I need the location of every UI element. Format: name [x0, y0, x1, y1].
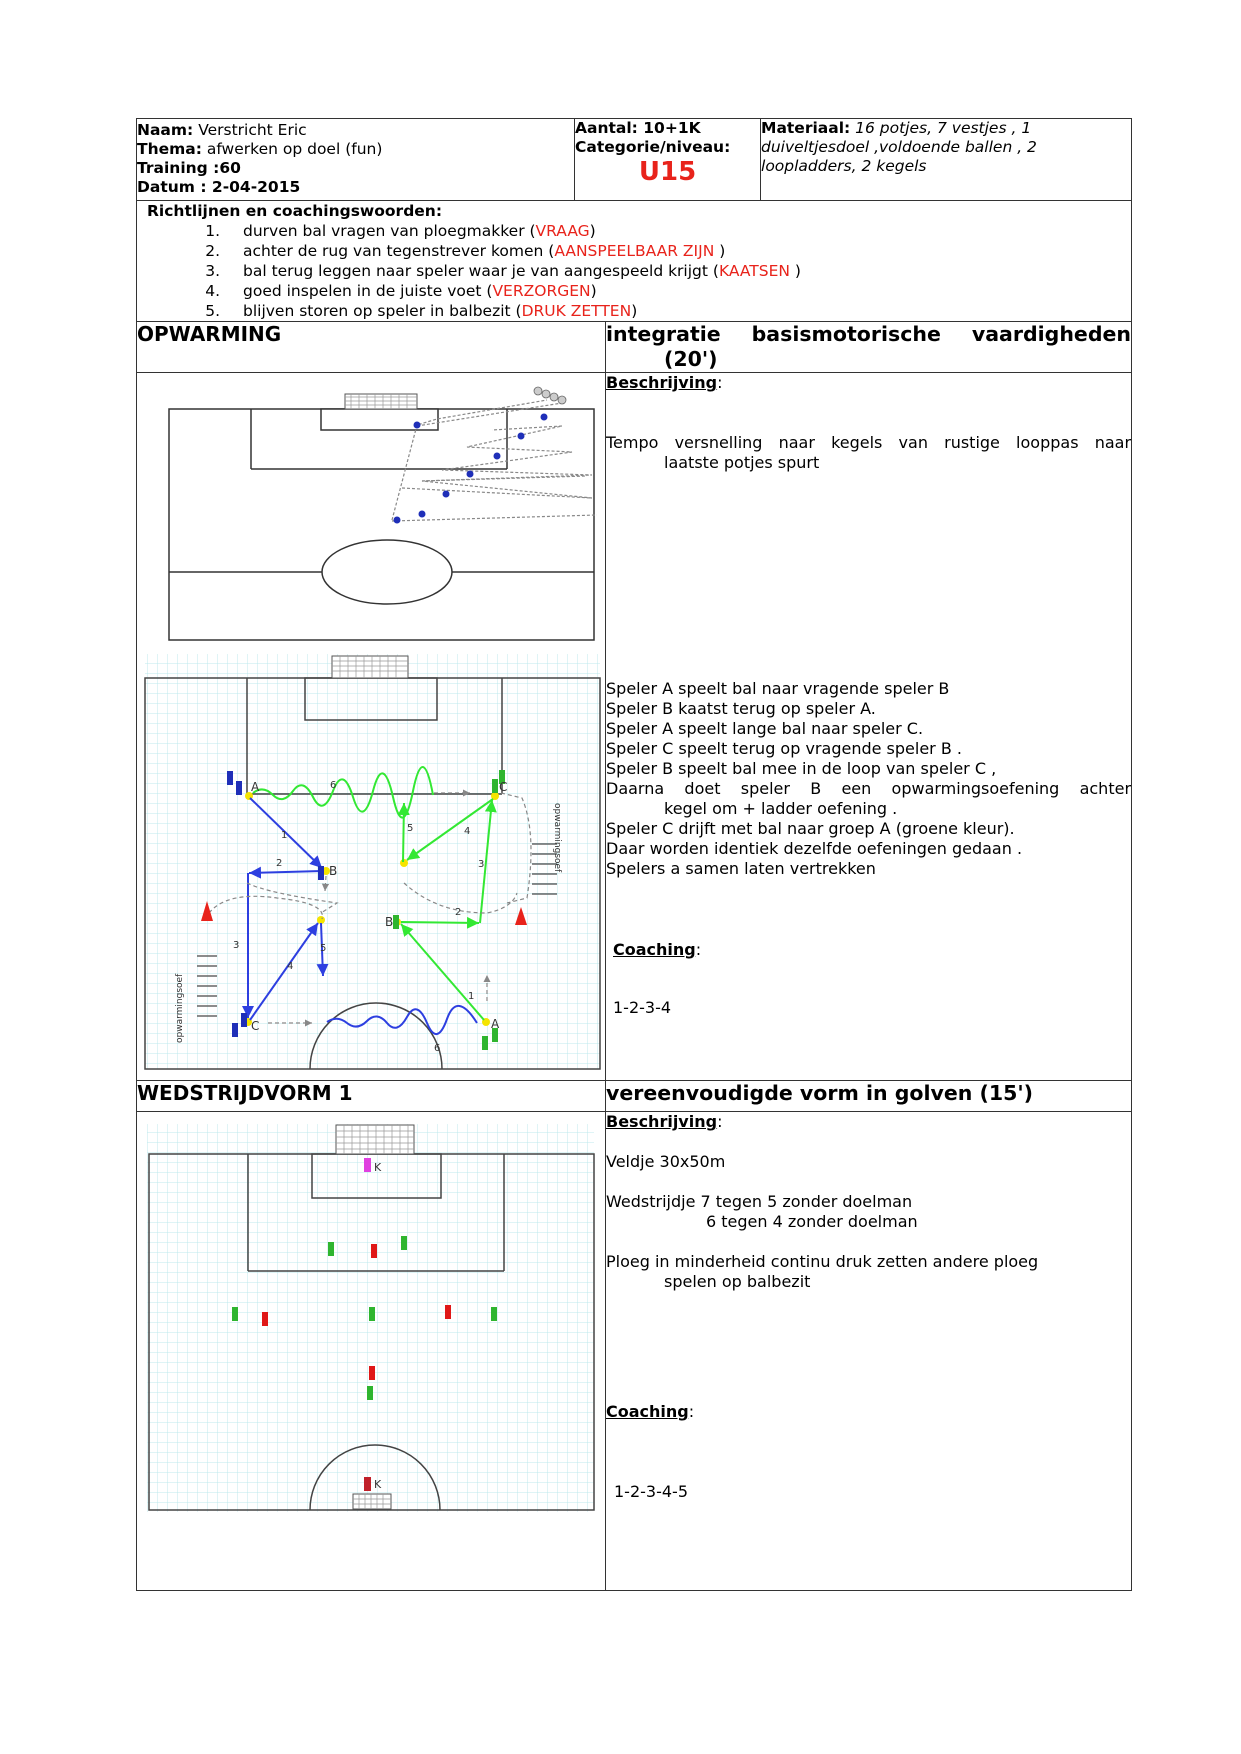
label-c: C	[251, 1019, 260, 1033]
beschrijving-label: Beschrijving	[606, 1112, 718, 1131]
label-a: A	[251, 780, 260, 794]
warmup-passing-field	[145, 654, 600, 1069]
guideline-item: 3. bal terug leggen naar speler waar je van aangespeeld krijgt (KAATSEN )	[225, 261, 1121, 281]
svg-text:3: 3	[478, 859, 485, 870]
thema-value: afwerken op doel (fun)	[206, 140, 383, 158]
coaching-label: Coaching	[606, 1402, 689, 1421]
label-c-green: C	[499, 780, 508, 794]
section2-diagram-cell	[137, 1112, 606, 1591]
section1-content-row	[137, 373, 1132, 1081]
guideline-keyword: AANSPEELBAAR ZIJN	[554, 242, 715, 260]
section1-subtitle: integratie basismotorische vaardigheden (20')	[606, 322, 1132, 371]
training-label: Training :60	[137, 159, 241, 177]
side-label-right: opwarmingsoef	[552, 803, 562, 873]
guideline-keyword: VERZORGEN	[492, 282, 591, 300]
materiaal-label: Materiaal:	[761, 119, 851, 137]
match-diagram	[137, 1112, 603, 1512]
guideline-item: 5. blijven storen op speler in balbezit (DRUK ZETTEN)	[225, 301, 1121, 321]
naam-value: Verstricht Eric	[198, 121, 307, 139]
guideline-keyword: KAATSEN	[718, 262, 790, 280]
section2-description-cell: Beschrijving: Veldje 30x50m Wedstrijdje 7 tegen 5 zonder doelman 6 tegen 4 zonder doelman Ploeg in minderheid continu druk zetten andere ploeg spelen op balbezit Coaching: 1-2-3-4-5	[606, 1112, 1132, 1591]
section2-content-row	[137, 1112, 1132, 1591]
section1-header-row	[137, 322, 1132, 373]
datum-label: Datum : 2-04-2015	[137, 178, 301, 196]
beschrijving-label: Beschrijving	[606, 373, 718, 392]
svg-text:3: 3	[233, 940, 240, 951]
svg-text:6: 6	[330, 780, 337, 791]
svg-text:2: 2	[455, 907, 462, 918]
guideline-item: 4. goed inspelen in de juiste voet (VERZORGEN)	[225, 281, 1121, 301]
svg-text:4: 4	[287, 961, 294, 972]
training-table	[136, 118, 1132, 1591]
svg-text:1: 1	[281, 830, 288, 841]
side-label-left: opwarmingsoef	[175, 973, 185, 1043]
header-group-cell	[575, 119, 761, 201]
svg-text:5: 5	[407, 823, 414, 834]
materiaal-value: 16 potjes, 7 vestjes , 1 duiveltjesdoel ,voldoende ballen , 2 loopladders, 2 kegels	[761, 119, 1037, 175]
guideline-keyword: VRAAG	[535, 222, 590, 240]
svg-text:1: 1	[468, 991, 475, 1002]
section2-header-row	[137, 1081, 1132, 1112]
coaching-value: 1-2-3-4-5	[614, 1482, 688, 1501]
thema-label: Thema:	[137, 140, 202, 158]
label-a-green: A	[491, 1017, 500, 1031]
section2-title: WEDSTRIJDVORM 1	[137, 1081, 606, 1112]
training-sheet	[136, 118, 1131, 1591]
svg-text:6: 6	[434, 1043, 441, 1054]
guidelines-list	[147, 221, 1121, 321]
guideline-keyword: DRUK ZETTEN	[521, 302, 632, 320]
svg-text:4: 4	[464, 826, 471, 837]
match-text: Wedstrijdje 7 tegen 5 zonder doelman	[606, 1192, 913, 1211]
niveau-value: U15	[638, 157, 697, 187]
section1-diagram-cell	[137, 373, 606, 1081]
intro-text: Tempo versnelling naar kegels van rustige looppas naar	[606, 433, 1132, 452]
label-b-green: B	[385, 915, 394, 929]
section1-title: OPWARMING	[137, 322, 606, 373]
section1-description-cell: Beschrijving: Tempo versnelling naar kegels van rustige looppas naar laatste potjes spurt Speler A speelt bal naar vragende speler B Speler B kaatst terug op speler A. Speler A speelt lange bal naar speler C. Speler C speelt terug op vragende speler B . Speler B speelt bal mee in de loop van speler C , Daarna doet speler B een opwarmingsoefening achter kegel om + ladder oefening . Speler C drijft met bal naar groep A (groene kleur). Daar worden identiek dezelfde oefeningen gedaan . Spelers a samen laten vertrekken Coaching: 1-2-3-4	[606, 373, 1132, 1081]
guideline-item: 2. achter de rug van tegenstrever komen (AANSPEELBAAR ZIJN )	[225, 241, 1121, 261]
coaching-value: 1-2-3-4	[613, 998, 672, 1017]
label-b: B	[329, 864, 338, 878]
coaching-label: Coaching	[613, 940, 696, 959]
ploeg-text: Ploeg in minderheid continu druk zetten andere ploeg	[606, 1252, 1039, 1271]
guidelines-title: Richtlijnen en coachingswoorden:	[147, 202, 443, 220]
guidelines-row	[137, 201, 1132, 322]
categorie-label: Categorie/niveau:	[575, 138, 731, 156]
veld-text: Veldje 30x50m	[606, 1152, 726, 1171]
svg-text:K: K	[374, 1478, 382, 1491]
naam-label: Naam:	[137, 121, 194, 139]
svg-text:K: K	[374, 1161, 382, 1174]
svg-text:2: 2	[276, 858, 283, 869]
header-materiaal-cell	[761, 119, 1132, 201]
svg-text:5: 5	[320, 943, 327, 954]
aantal-label: Aantal: 10+1K	[575, 119, 701, 137]
warmup-run-field	[169, 387, 597, 640]
guideline-item: 1. durven bal vragen van ploegmakker (VRAAG)	[225, 221, 1121, 241]
header-trainer-cell	[137, 119, 575, 201]
warmup-diagram	[137, 373, 603, 1073]
section2-subtitle: vereenvoudigde vorm in golven (15')	[606, 1081, 1132, 1112]
header-row	[137, 119, 1132, 201]
steps-list: Speler A speelt bal naar vragende speler B Speler B kaatst terug op speler A. Speler A speelt lange bal naar speler C. Speler C speelt terug op vragende speler B . Speler B speelt bal mee in de loop van speler C , Daarna doet speler B een opwarmingsoefening achter kegel om + ladder oefening . Speler C drijft met bal naar groep A (groene kleur). Daar worden identiek dezelfde oefeningen gedaan . Spelers a samen laten vertrekken	[606, 679, 1132, 878]
guidelines-cell	[137, 201, 1132, 322]
